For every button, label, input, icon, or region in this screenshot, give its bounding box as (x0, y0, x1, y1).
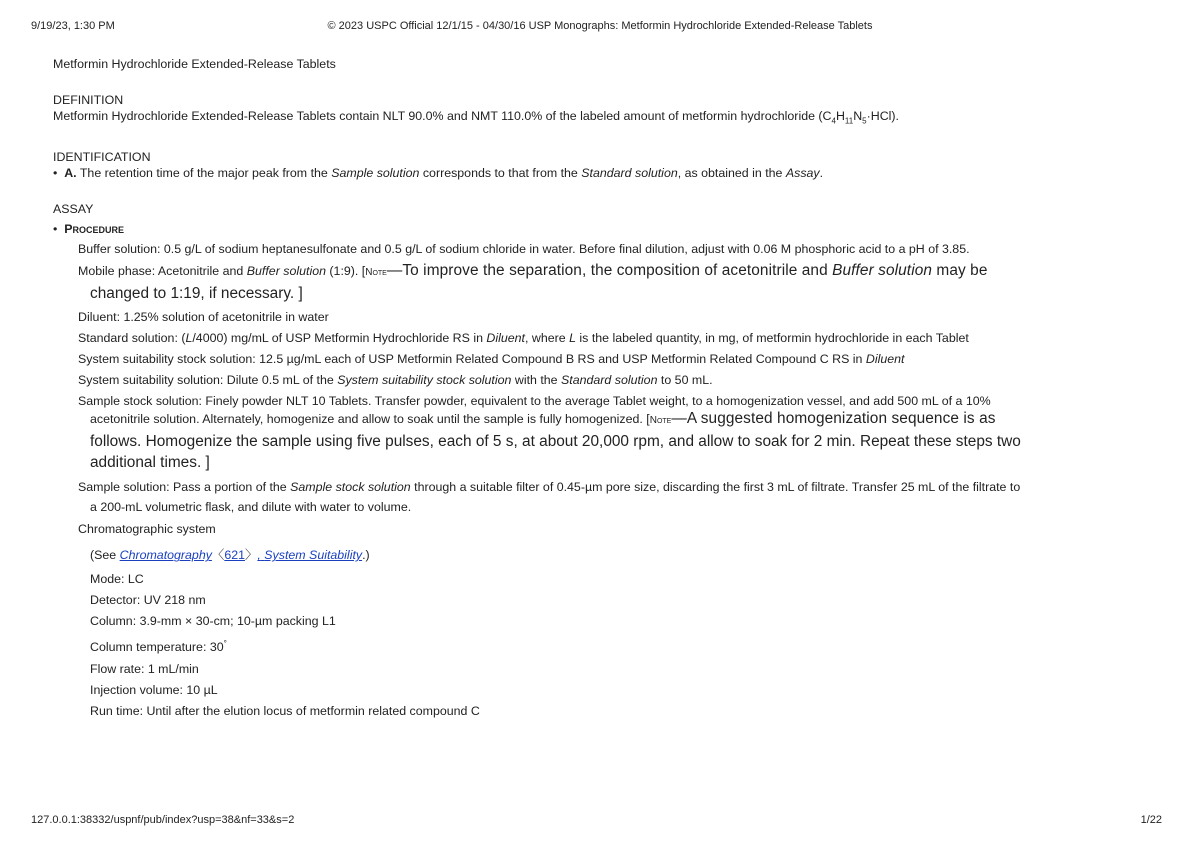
column: Column: 3.9-mm × 30-cm; 10-µm packing L1 (90, 614, 336, 629)
system-suitability-solution: System suitability solution: Dilute 0.5 mL of the System suitability stock solution with the Standard solution to 50 mL. (78, 373, 713, 388)
angle-open: 〈 (211, 548, 225, 563)
mobile-phase: Mobile phase: Acetonitrile and Buffer solution (1:9). [Note—To improve the separation, the composition of acetonitrile and Buffer solution may be (78, 262, 988, 280)
sample-stock-solution: Sample stock solution: Finely powder NLT 10 Tablets. Transfer powder, equivalent to the average Tablet weight, to a homogenization vessel, and add 500 mL of a 10% (78, 394, 991, 409)
mode: Mode: LC (90, 572, 144, 587)
standard-solution: Standard solution: (L/4000) mg/mL of USP Metformin Hydrochloride RS in Diluent, where L is the labeled quantity, in mg, of metformin hydrochloride in each Tablet (78, 331, 969, 346)
print-timestamp: 9/19/23, 1:30 PM (31, 20, 115, 32)
chapter-621-link[interactable]: 621 (224, 548, 245, 563)
detector: Detector: UV 218 nm (90, 593, 206, 608)
identification-heading: IDENTIFICATION (53, 150, 151, 165)
buffer-solution: Buffer solution: 0.5 g/L of sodium heptanesulfonate and 0.5 g/L of sodium chloride in water. Before final dilution, adjust with 0.06 M phosphoric acid to a pH of 3.85. (78, 242, 970, 257)
assay-heading: ASSAY (53, 202, 94, 217)
sample-stock-note-line3: additional times. ] (90, 454, 210, 472)
definition-text: Metformin Hydrochloride Extended-Release Tablets contain NLT 90.0% and NMT 110.0% of the labeled amount of metformin hydrochloride $(C_4H_{11}N_5\cdot HCl)$. (53, 109, 899, 126)
sample-stock-solution-cont: acetonitrile solution. Alternately, homogenize and allow to soak until the sample is fully homogenized. [Note—A suggested homogenization sequence is as (90, 410, 996, 428)
print-footer-url: 127.0.0.1:38332/uspnf/pub/index?usp=38&nf=33&s=2 (31, 814, 295, 826)
flow-rate: Flow rate: 1 mL/min (90, 661, 199, 676)
run-time: Run time: Until after the elution locus of metformin related compound C (90, 703, 480, 718)
sample-solution-cont: a 200-mL volumetric flask, and dilute with water to volume. (90, 500, 412, 515)
sample-stock-note-line2: follows. Homogenize the sample using five pulses, each of 5 s, at about 20,000 rpm, and allow to soak for 2 min. Repeat these steps two (90, 433, 1021, 451)
column-temperature: Column temperature: 30° (90, 639, 227, 655)
chromatography-link[interactable]: Chromatography (119, 548, 212, 563)
chromatography-reference: (See Chromatography〈621〉, System Suitability.) (90, 548, 370, 563)
document-title: Metformin Hydrochloride Extended-Release Tablets (53, 57, 336, 71)
identification-a: • A. The retention time of the major peak from the Sample solution corresponds to that from the Standard solution, as obtained in the Assay. (53, 166, 824, 181)
monograph-content (53, 56, 1153, 719)
system-suitability-link[interactable]: , System Suitability (257, 548, 363, 563)
definition-heading: DEFINITION (53, 93, 124, 107)
diluent: Diluent: 1.25% solution of acetonitrile in water (78, 310, 329, 325)
print-header-title: © 2023 USPC Official 12/1/15 - 04/30/16 USP Monographs: Metformin Hydrochloride Extended-Release Tablets (327, 20, 873, 32)
chromatographic-system-heading: Chromatographic system (78, 522, 216, 537)
injection-volume: Injection volume: 10 µL (90, 682, 218, 697)
procedure-heading: • Procedure (53, 222, 125, 237)
page-number: 1/22 (1140, 814, 1162, 826)
angle-close: 〉 (245, 548, 258, 563)
mobile-phase-note-cont: changed to 1:19, if necessary. ] (90, 285, 303, 303)
sample-solution: Sample solution: Pass a portion of the Sample stock solution through a suitable filter of 0.45-µm pore size, discarding the first 3 mL of filtrate. Transfer 25 mL of the filtrate to (78, 480, 1021, 495)
system-suitability-stock: System suitability stock solution: 12.5 µg/mL each of USP Metformin Related Compound B RS and USP Metformin Related Compound C RS in Diluent (78, 352, 905, 367)
